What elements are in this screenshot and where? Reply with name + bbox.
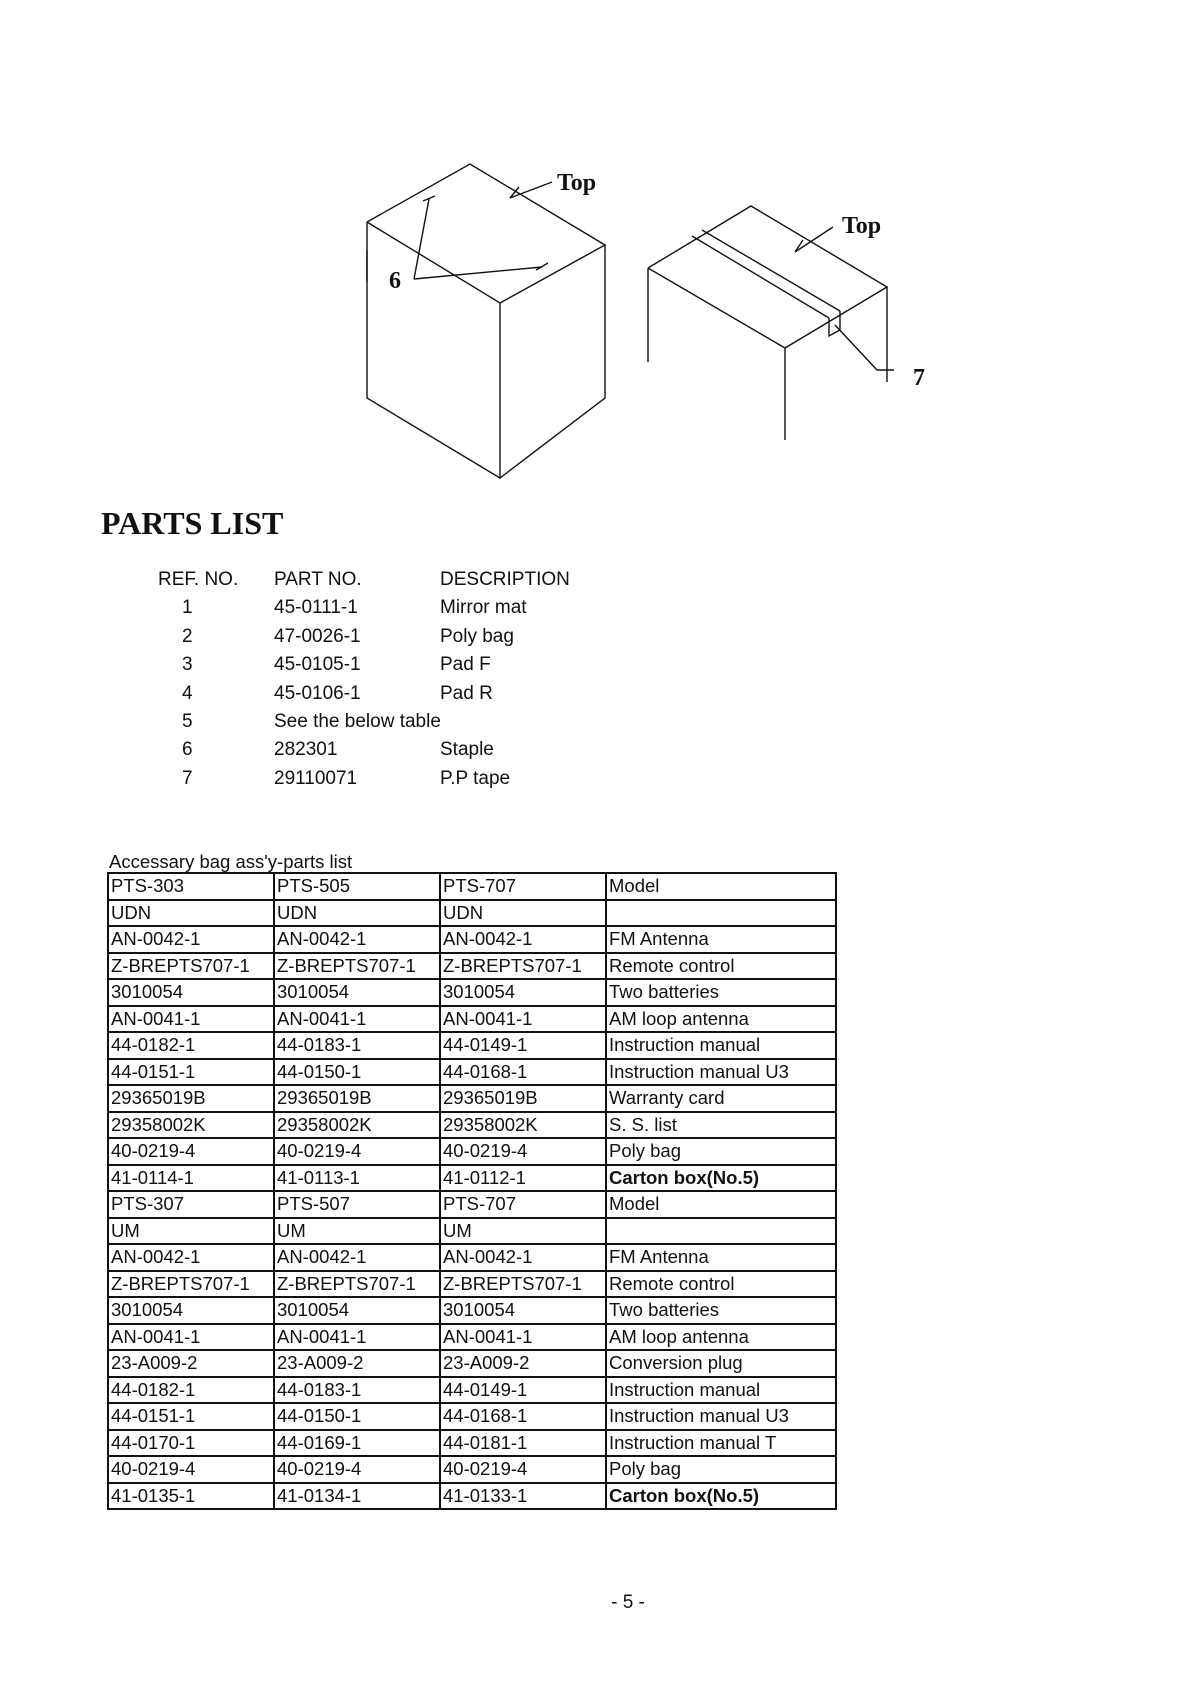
header-ref-no: REF. NO. xyxy=(158,569,239,590)
description: Mirror mat xyxy=(440,597,527,619)
table-row xyxy=(108,1059,836,1086)
part-no: 29110071 xyxy=(274,767,358,789)
table-row xyxy=(108,926,836,953)
part-number-cell: 40-0219-4 xyxy=(440,1138,606,1165)
description-cell: Carton box(No.5) xyxy=(606,1165,836,1192)
part-number-cell: AN-0041-1 xyxy=(108,1324,274,1351)
part-number-cell: Z-BREPTS707-1 xyxy=(274,953,440,980)
part-number-cell: 41-0133-1 xyxy=(440,1483,606,1510)
part-number-cell: AN-0041-1 xyxy=(440,1006,606,1033)
part-number-cell: 3010054 xyxy=(440,979,606,1006)
part-number-cell: 3010054 xyxy=(108,1297,274,1324)
description-cell: Instruction manual U3 xyxy=(606,1059,836,1086)
part-number-cell: Z-BREPTS707-1 xyxy=(108,1271,274,1298)
description-cell: Remote control xyxy=(606,1271,836,1298)
part-no: See the below table xyxy=(274,710,441,732)
part-number-cell: 44-0150-1 xyxy=(274,1059,440,1086)
part-number-cell: PTS-707 xyxy=(440,873,606,900)
parts-list-row xyxy=(158,765,640,793)
ref-no: 3 xyxy=(182,654,193,676)
part-no: 45-0106-1 xyxy=(274,682,361,704)
part-number-cell: UDN xyxy=(440,900,606,927)
description: Pad R xyxy=(440,682,493,704)
description: Pad F xyxy=(440,654,491,676)
table-row xyxy=(108,1218,836,1245)
part-no: 45-0105-1 xyxy=(274,654,361,676)
part-number-cell: Z-BREPTS707-1 xyxy=(440,953,606,980)
part-number-cell: 44-0149-1 xyxy=(440,1032,606,1059)
part-no: 47-0026-1 xyxy=(274,625,361,647)
part-number-cell: 41-0113-1 xyxy=(274,1165,440,1192)
parts-list-row xyxy=(158,623,640,651)
description-cell: Two batteries xyxy=(606,979,836,1006)
table-row xyxy=(108,1324,836,1351)
part-number-cell: 41-0112-1 xyxy=(440,1165,606,1192)
part-number-cell: 3010054 xyxy=(274,1297,440,1324)
ref-no: 4 xyxy=(182,682,193,704)
part-number-cell: 3010054 xyxy=(274,979,440,1006)
parts-list-row xyxy=(158,651,640,679)
part-number-cell: 44-0182-1 xyxy=(108,1032,274,1059)
part-number-cell: AN-0042-1 xyxy=(440,926,606,953)
ref-no: 7 xyxy=(182,767,193,789)
part-number-cell: PTS-505 xyxy=(274,873,440,900)
part-number-cell: 44-0151-1 xyxy=(108,1403,274,1430)
description-cell: Instruction manual xyxy=(606,1377,836,1404)
part-number-cell: 3010054 xyxy=(108,979,274,1006)
description-cell: AM loop antenna xyxy=(606,1006,836,1033)
description-cell: FM Antenna xyxy=(606,926,836,953)
part-number-cell: 44-0168-1 xyxy=(440,1059,606,1086)
table-row xyxy=(108,1165,836,1192)
description-cell: Two batteries xyxy=(606,1297,836,1324)
part-number-cell: 3010054 xyxy=(440,1297,606,1324)
part-number-cell: 44-0150-1 xyxy=(274,1403,440,1430)
part-number-cell: PTS-303 xyxy=(108,873,274,900)
box2-top-label: Top xyxy=(842,213,882,239)
ref-no: 5 xyxy=(182,710,193,732)
part-number-cell: 40-0219-4 xyxy=(108,1456,274,1483)
parts-list-row xyxy=(158,680,640,708)
carton-box-closed xyxy=(367,164,605,478)
callout-6: 6 xyxy=(389,268,401,294)
table-row xyxy=(108,1138,836,1165)
ref-no: 6 xyxy=(182,739,193,761)
part-number-cell: AN-0042-1 xyxy=(274,1244,440,1271)
part-number-cell: AN-0042-1 xyxy=(108,926,274,953)
table-row xyxy=(108,1430,836,1457)
table-row xyxy=(108,1403,836,1430)
table-row xyxy=(108,1191,836,1218)
description-cell: Poly bag xyxy=(606,1456,836,1483)
part-number-cell: AN-0041-1 xyxy=(274,1324,440,1351)
parts-list-header xyxy=(158,566,640,594)
table-row xyxy=(108,979,836,1006)
part-number-cell: 44-0183-1 xyxy=(274,1032,440,1059)
table-row xyxy=(108,1271,836,1298)
table-row xyxy=(108,900,836,927)
parts-list-row xyxy=(158,594,640,622)
header-part-no: PART NO. xyxy=(274,569,362,590)
callout-7: 7 xyxy=(913,365,925,391)
part-number-cell: 44-0168-1 xyxy=(440,1403,606,1430)
parts-list-title: PARTS LIST xyxy=(101,505,284,541)
table-row xyxy=(108,1006,836,1033)
part-number-cell: 40-0219-4 xyxy=(274,1138,440,1165)
header-description: DESCRIPTION xyxy=(440,569,570,590)
box1-top-label: Top xyxy=(557,170,597,196)
part-number-cell: 41-0135-1 xyxy=(108,1483,274,1510)
part-number-cell: 44-0151-1 xyxy=(108,1059,274,1086)
table-row xyxy=(108,1085,836,1112)
description-cell: Instruction manual T xyxy=(606,1430,836,1457)
part-number-cell: 44-0170-1 xyxy=(108,1430,274,1457)
part-no: 282301 xyxy=(274,739,338,761)
description-cell: S. S. list xyxy=(606,1112,836,1139)
table-row xyxy=(108,1244,836,1271)
description-cell xyxy=(606,900,836,927)
parts-list xyxy=(158,566,640,793)
description-cell: Instruction manual xyxy=(606,1032,836,1059)
part-number-cell: UDN xyxy=(108,900,274,927)
description-cell: FM Antenna xyxy=(606,1244,836,1271)
description-cell xyxy=(606,1218,836,1245)
part-number-cell: PTS-507 xyxy=(274,1191,440,1218)
part-number-cell: AN-0042-1 xyxy=(274,926,440,953)
part-number-cell: UM xyxy=(108,1218,274,1245)
part-number-cell: 23-A009-2 xyxy=(440,1350,606,1377)
part-number-cell: 40-0219-4 xyxy=(274,1456,440,1483)
description xyxy=(440,708,640,736)
part-number-cell: 29365019B xyxy=(440,1085,606,1112)
part-number-cell: UM xyxy=(440,1218,606,1245)
accessory-parts-table xyxy=(107,872,837,1510)
part-number-cell: Z-BREPTS707-1 xyxy=(274,1271,440,1298)
part-number-cell: Z-BREPTS707-1 xyxy=(440,1271,606,1298)
ref-no: 2 xyxy=(182,625,193,647)
part-number-cell: 41-0134-1 xyxy=(274,1483,440,1510)
description: P.P tape xyxy=(440,767,511,789)
carton-box-taped xyxy=(648,206,894,440)
part-number-cell: 29358002K xyxy=(108,1112,274,1139)
part-number-cell: 29365019B xyxy=(274,1085,440,1112)
part-number-cell: 44-0181-1 xyxy=(440,1430,606,1457)
part-number-cell: UDN xyxy=(274,900,440,927)
part-no: 45-0111-1 xyxy=(274,597,358,619)
table-row xyxy=(108,1456,836,1483)
parts-list-row xyxy=(158,708,640,736)
table-row xyxy=(108,1032,836,1059)
description-cell: Remote control xyxy=(606,953,836,980)
description-cell: AM loop antenna xyxy=(606,1324,836,1351)
part-number-cell: 29358002K xyxy=(274,1112,440,1139)
ref-no: 1 xyxy=(182,597,193,619)
part-number-cell: 40-0219-4 xyxy=(440,1456,606,1483)
part-number-cell: AN-0041-1 xyxy=(274,1006,440,1033)
table-row xyxy=(108,873,836,900)
part-number-cell: AN-0041-1 xyxy=(440,1324,606,1351)
table-row xyxy=(108,1350,836,1377)
description-cell: Model xyxy=(606,1191,836,1218)
part-number-cell: PTS-307 xyxy=(108,1191,274,1218)
part-number-cell: 44-0169-1 xyxy=(274,1430,440,1457)
part-number-cell: 40-0219-4 xyxy=(108,1138,274,1165)
part-number-cell: 23-A009-2 xyxy=(274,1350,440,1377)
table-row xyxy=(108,1297,836,1324)
part-number-cell: AN-0041-1 xyxy=(108,1006,274,1033)
packing-diagram xyxy=(0,0,1191,500)
page-number: - 5 - xyxy=(611,1592,645,1613)
description-cell: Warranty card xyxy=(606,1085,836,1112)
accessory-table-caption: Accessary bag ass'y-parts list xyxy=(109,851,353,872)
table-row xyxy=(108,1483,836,1510)
description-cell: Conversion plug xyxy=(606,1350,836,1377)
part-number-cell: 29365019B xyxy=(108,1085,274,1112)
part-number-cell: 44-0183-1 xyxy=(274,1377,440,1404)
description-cell: Carton box(No.5) xyxy=(606,1483,836,1510)
table-row xyxy=(108,1377,836,1404)
part-number-cell: 41-0114-1 xyxy=(108,1165,274,1192)
description-cell: Instruction manual U3 xyxy=(606,1403,836,1430)
description-cell: Poly bag xyxy=(606,1138,836,1165)
part-number-cell: 23-A009-2 xyxy=(108,1350,274,1377)
description-cell: Model xyxy=(606,873,836,900)
part-number-cell: Z-BREPTS707-1 xyxy=(108,953,274,980)
part-number-cell: UM xyxy=(274,1218,440,1245)
parts-list-row xyxy=(158,736,640,764)
part-number-cell: AN-0042-1 xyxy=(440,1244,606,1271)
description: Staple xyxy=(440,739,494,761)
part-number-cell: 44-0149-1 xyxy=(440,1377,606,1404)
part-number-cell: AN-0042-1 xyxy=(108,1244,274,1271)
table-row xyxy=(108,953,836,980)
description: Poly bag xyxy=(440,625,514,647)
part-number-cell: 44-0182-1 xyxy=(108,1377,274,1404)
table-row xyxy=(108,1112,836,1139)
part-number-cell: PTS-707 xyxy=(440,1191,606,1218)
part-number-cell: 29358002K xyxy=(440,1112,606,1139)
